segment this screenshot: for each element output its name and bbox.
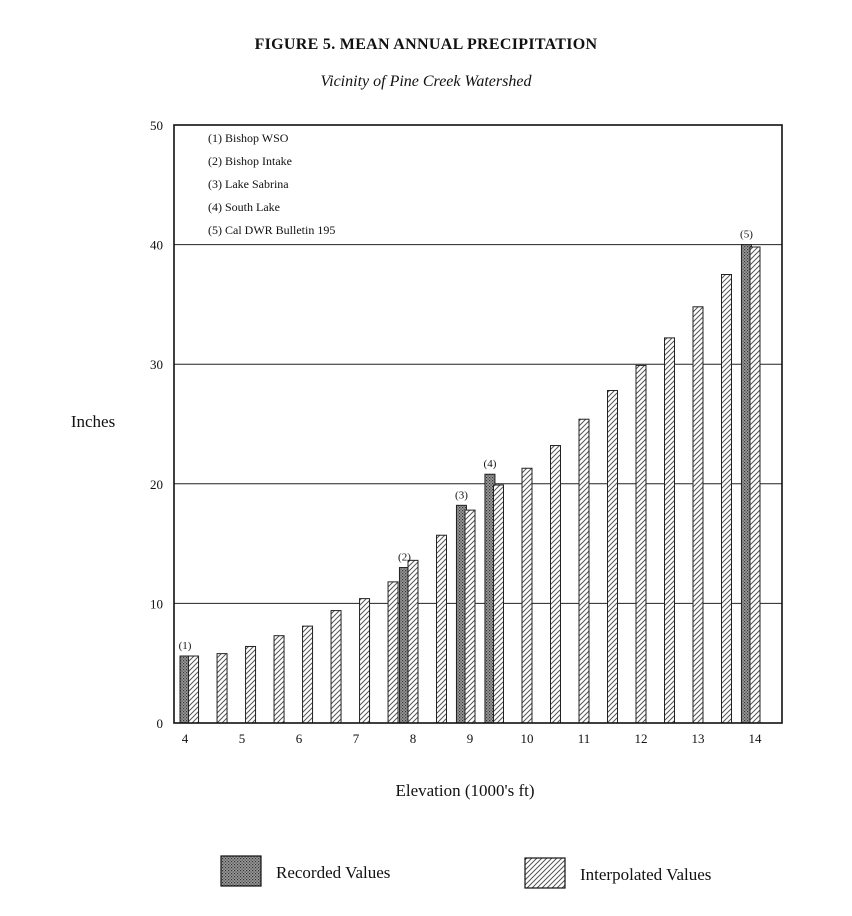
- station-annotation: (3): [455, 489, 468, 502]
- x-tick-label: 11: [577, 731, 591, 746]
- interpolated-bar: [189, 656, 199, 723]
- y-tick-label: 50: [150, 118, 163, 133]
- chart-title: FIGURE 5. MEAN ANNUAL PRECIPITATION: [254, 36, 598, 53]
- interpolated-bar: [303, 626, 313, 723]
- station-key-item: (3) Lake Sabrina: [208, 177, 289, 191]
- interpolated-bar: [437, 535, 447, 723]
- interpolated-bar: [551, 446, 561, 723]
- x-tick-label: 6: [295, 731, 303, 746]
- station-annotation: (1): [178, 640, 192, 653]
- interpolated-bar: [693, 307, 703, 723]
- interpolated-bar: [274, 636, 284, 723]
- station-key-item: (2) Bishop Intake: [208, 154, 292, 168]
- legend-swatch-interpolated: [525, 858, 565, 888]
- x-tick-label: 13: [691, 731, 705, 746]
- interpolated-bar: [665, 338, 675, 723]
- y-tick-label: 40: [150, 237, 163, 253]
- y-tick-label: 30: [150, 357, 163, 373]
- x-tick-label: 12: [634, 731, 648, 746]
- station-key-item: (1) Bishop WSO: [208, 131, 289, 145]
- station-key-item: (5) Cal DWR Bulletin 195: [208, 223, 336, 237]
- x-tick-label: 7: [352, 731, 360, 746]
- y-tick-label: 10: [150, 596, 163, 612]
- x-tick-label: 5: [238, 731, 246, 746]
- interpolated-bar: [331, 611, 341, 723]
- interpolated-bar: [579, 419, 589, 723]
- interpolated-bar: [360, 599, 370, 723]
- station-annotation: (2): [398, 551, 411, 564]
- interpolated-bar: [522, 468, 532, 723]
- interpolated-bar: [722, 275, 732, 724]
- interpolated-bar: [494, 485, 504, 723]
- interpolated-bar: [408, 560, 418, 723]
- x-tick-label: 8: [409, 731, 417, 746]
- legend-swatch-recorded: [221, 856, 261, 886]
- x-tick-label: 10: [520, 731, 534, 746]
- interpolated-bar: [750, 247, 760, 723]
- y-tick-label: 0: [156, 716, 163, 731]
- interpolated-bar: [465, 510, 475, 723]
- x-tick-label: 4: [181, 731, 189, 746]
- interpolated-bar: [246, 646, 256, 723]
- y-tick-label: 20: [150, 476, 163, 492]
- plot-frame: [174, 125, 782, 723]
- legend-label-recorded: Recorded Values: [276, 863, 391, 882]
- station-annotation: (5): [740, 228, 753, 241]
- interpolated-bar: [217, 654, 227, 723]
- legend-label-interpolated: Interpolated Values: [580, 865, 712, 884]
- x-tick-label: 9: [466, 731, 474, 746]
- y-axis-title: Inches: [70, 412, 116, 431]
- station-key-item: (4) South Lake: [208, 200, 280, 214]
- x-axis-title: Elevation (1000's ft): [395, 781, 535, 800]
- interpolated-bar: [608, 391, 618, 723]
- chart-subtitle: Vicinity of Pine Creek Watershed: [320, 73, 532, 90]
- interpolated-bar: [636, 365, 646, 723]
- interpolated-bar: [388, 582, 398, 723]
- x-tick-label: 14: [748, 731, 762, 746]
- station-annotation: (4): [483, 458, 497, 471]
